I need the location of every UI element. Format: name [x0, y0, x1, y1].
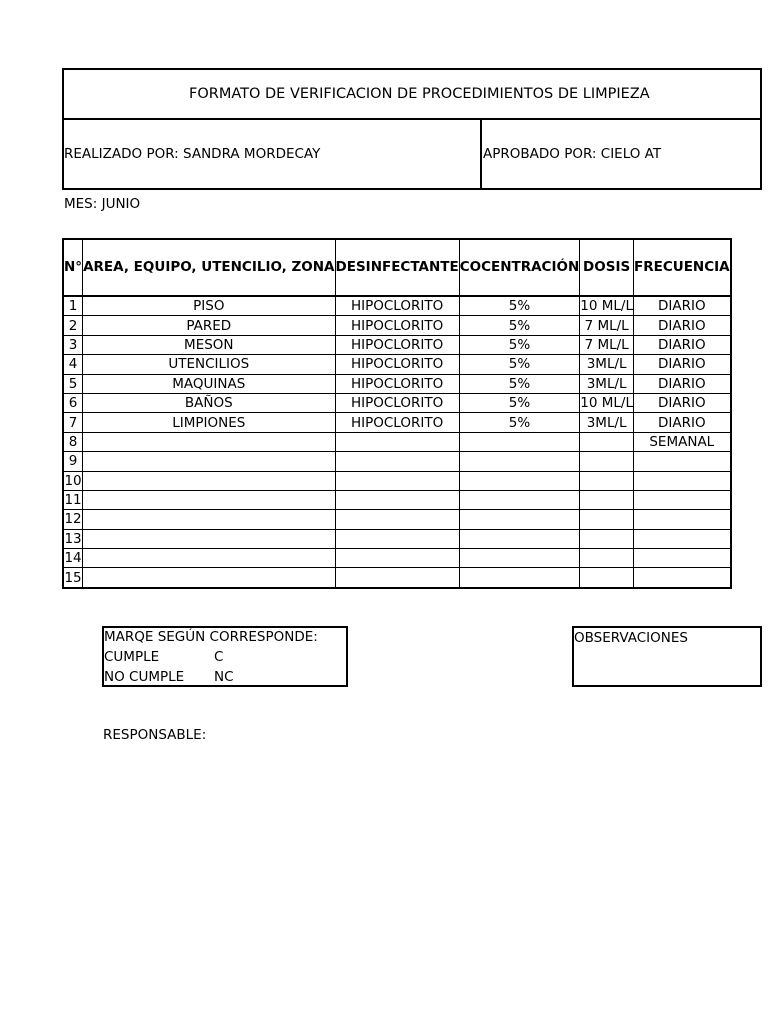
row-area-cell[interactable]: LIMPIONES [83, 413, 335, 432]
row-desinfectante-cell[interactable] [335, 529, 459, 548]
header-concentracion: COCENTRACIÓN [459, 239, 580, 296]
row-area-cell[interactable] [83, 529, 335, 548]
row-area-cell[interactable] [83, 568, 335, 588]
row-dosis-cell[interactable] [580, 549, 634, 568]
table-row [63, 296, 731, 316]
table-row [63, 316, 731, 335]
legend-cumple-code: C [214, 649, 224, 665]
row-number-cell[interactable]: 7 [63, 413, 83, 432]
row-area-cell[interactable]: UTENCILIOS [83, 355, 335, 374]
legend-heading: MARQE SEGÚN CORRESPONDE: [104, 629, 318, 645]
table-row [63, 568, 731, 588]
row-area-cell[interactable] [83, 432, 335, 451]
row-number-cell[interactable]: 1 [63, 296, 83, 316]
row-number-cell[interactable]: 5 [63, 374, 83, 393]
header-number: N° [63, 239, 83, 296]
row-number-cell[interactable]: 11 [64, 492, 82, 509]
table-row [63, 413, 731, 432]
row-dosis-cell[interactable] [580, 529, 634, 548]
row-desinfectante-cell[interactable]: HIPOCLORITO [335, 393, 459, 412]
table-row [63, 471, 731, 490]
info-box [62, 118, 762, 190]
row-dosis-cell[interactable]: 7 ML/L [580, 316, 634, 335]
row-concentracion-cell[interactable]: 5% [459, 393, 580, 412]
header-area: AREA, EQUIPO, UTENCILIO, ZONA [83, 239, 335, 296]
row-desinfectante-cell[interactable]: HIPOCLORITO [335, 316, 459, 335]
table-row [63, 529, 731, 548]
header-frecuencia: FRECUENCIA [633, 239, 730, 296]
row-concentracion-cell[interactable] [459, 529, 580, 548]
observaciones-label: OBSERVACIONES [574, 630, 688, 646]
row-frecuencia-cell[interactable] [633, 510, 730, 529]
table-row [63, 393, 731, 412]
row-dosis-cell[interactable]: 3ML/L [580, 413, 634, 432]
row-dosis-cell[interactable]: 10 ML/L [580, 395, 633, 412]
row-frecuencia-cell[interactable]: DIARIO [633, 393, 730, 412]
row-desinfectante-cell[interactable] [335, 452, 459, 471]
table-body [63, 296, 731, 588]
table-row [63, 335, 731, 354]
title-box [62, 68, 762, 120]
month-label: MES: JUNIO [64, 196, 141, 212]
row-concentracion-cell[interactable]: 5% [459, 296, 580, 316]
row-number-cell[interactable]: 13 [64, 530, 82, 547]
row-dosis-cell[interactable] [580, 452, 634, 471]
table-row [63, 432, 731, 451]
row-frecuencia-cell[interactable]: DIARIO [633, 413, 730, 432]
row-dosis-cell[interactable] [580, 432, 634, 451]
row-desinfectante-cell[interactable]: HIPOCLORITO [335, 355, 459, 374]
row-area-cell[interactable]: BAÑOS [83, 393, 335, 412]
row-frecuencia-cell[interactable] [633, 568, 730, 588]
row-desinfectante-cell[interactable] [335, 432, 459, 451]
table-row [63, 452, 731, 471]
row-desinfectante-cell[interactable]: HIPOCLORITO [335, 335, 459, 354]
row-frecuencia-cell[interactable] [633, 471, 730, 490]
row-dosis-cell[interactable] [580, 471, 634, 490]
legend-no-cumple-label: NO CUMPLE [104, 669, 185, 685]
aprobado-por: APROBADO POR: CIELO AT [483, 146, 662, 162]
row-concentracion-cell[interactable] [459, 452, 580, 471]
row-area-cell[interactable]: PARED [83, 316, 335, 335]
row-desinfectante-cell[interactable]: HIPOCLORITO [335, 413, 459, 432]
row-frecuencia-cell[interactable] [633, 529, 730, 548]
row-concentracion-cell[interactable] [459, 471, 580, 490]
legend-cumple-label: CUMPLE [104, 649, 160, 665]
row-concentracion-cell[interactable] [459, 510, 580, 529]
row-frecuencia-cell[interactable]: DIARIO [633, 374, 730, 393]
info-divider [480, 120, 482, 188]
row-concentracion-cell[interactable] [459, 568, 580, 588]
row-dosis-cell[interactable] [580, 510, 634, 529]
realizado-por: REALIZADO POR: SANDRA MORDECAY [64, 146, 321, 162]
row-number-cell[interactable]: 2 [63, 316, 83, 335]
row-area-cell[interactable]: MAQUINAS [83, 374, 335, 393]
row-dosis-cell[interactable] [580, 490, 634, 509]
row-concentracion-cell[interactable]: 5% [459, 335, 580, 354]
row-number-cell[interactable]: 10 [64, 472, 82, 489]
row-area-cell[interactable] [83, 510, 335, 529]
header-dosis: DOSIS [580, 239, 634, 296]
row-desinfectante-cell[interactable]: HIPOCLORITO [335, 296, 459, 316]
responsable-label: RESPONSABLE: [103, 727, 207, 743]
row-dosis-cell[interactable]: 3ML/L [580, 374, 634, 393]
row-area-cell[interactable] [83, 549, 335, 568]
row-desinfectante-cell[interactable] [335, 510, 459, 529]
row-number-cell[interactable]: 9 [63, 452, 83, 471]
row-dosis-cell[interactable]: 3ML/L [580, 355, 634, 374]
row-number-cell[interactable]: 4 [63, 355, 83, 374]
table-row [63, 510, 731, 529]
row-frecuencia-cell[interactable]: DIARIO [633, 296, 730, 316]
row-concentracion-cell[interactable] [459, 549, 580, 568]
table-row [63, 355, 731, 374]
row-frecuencia-cell[interactable]: DIARIO [633, 355, 730, 374]
row-frecuencia-cell[interactable]: DIARIO [633, 335, 730, 354]
row-frecuencia-cell[interactable]: SEMANAL [633, 432, 730, 451]
row-area-cell[interactable]: PISO [83, 296, 335, 316]
header-desinfectante: DESINFECTANTE [335, 239, 459, 296]
row-frecuencia-cell[interactable] [633, 549, 730, 568]
row-concentracion-cell[interactable] [459, 432, 580, 451]
row-desinfectante-cell[interactable] [335, 568, 459, 588]
table-row [63, 490, 731, 509]
row-area-cell[interactable] [83, 471, 335, 490]
row-desinfectante-cell[interactable]: HIPOCLORITO [335, 374, 459, 393]
row-dosis-cell[interactable]: 7 ML/L [580, 335, 634, 354]
row-number-cell[interactable]: 14 [64, 550, 82, 567]
row-number-cell[interactable]: 12 [64, 511, 82, 528]
row-area-cell[interactable]: MESON [83, 335, 335, 354]
row-area-cell[interactable] [83, 490, 335, 509]
table-row [63, 374, 731, 393]
table-row [63, 549, 731, 568]
row-number-cell[interactable]: 8 [63, 432, 83, 451]
row-frecuencia-cell[interactable] [633, 452, 730, 471]
row-dosis-cell[interactable] [580, 568, 634, 588]
legend-no-cumple-code: NC [214, 669, 234, 685]
row-dosis-cell[interactable]: 10 ML/L [580, 296, 634, 316]
observaciones-box [572, 626, 762, 687]
row-concentracion-cell[interactable]: 5% [459, 374, 580, 393]
row-concentracion-cell[interactable]: 5% [459, 355, 580, 374]
table-header-row [63, 239, 731, 296]
row-concentracion-cell[interactable] [459, 490, 580, 509]
row-number-cell[interactable]: 3 [63, 335, 83, 354]
cleaning-table [62, 238, 732, 589]
row-concentracion-cell[interactable]: 5% [459, 316, 580, 335]
row-concentracion-cell[interactable]: 5% [459, 413, 580, 432]
row-frecuencia-cell[interactable] [633, 490, 730, 509]
row-desinfectante-cell[interactable] [335, 471, 459, 490]
document-title: FORMATO DE VERIFICACION DE PROCEDIMIENTOS DE LIMPIEZA [189, 86, 650, 102]
row-area-cell[interactable] [83, 452, 335, 471]
row-number-cell[interactable]: 15 [63, 568, 83, 588]
row-frecuencia-cell[interactable]: DIARIO [633, 316, 730, 335]
legend-box [102, 626, 348, 687]
row-desinfectante-cell[interactable] [335, 490, 459, 509]
row-number-cell[interactable]: 6 [63, 393, 83, 412]
row-desinfectante-cell[interactable] [335, 549, 459, 568]
